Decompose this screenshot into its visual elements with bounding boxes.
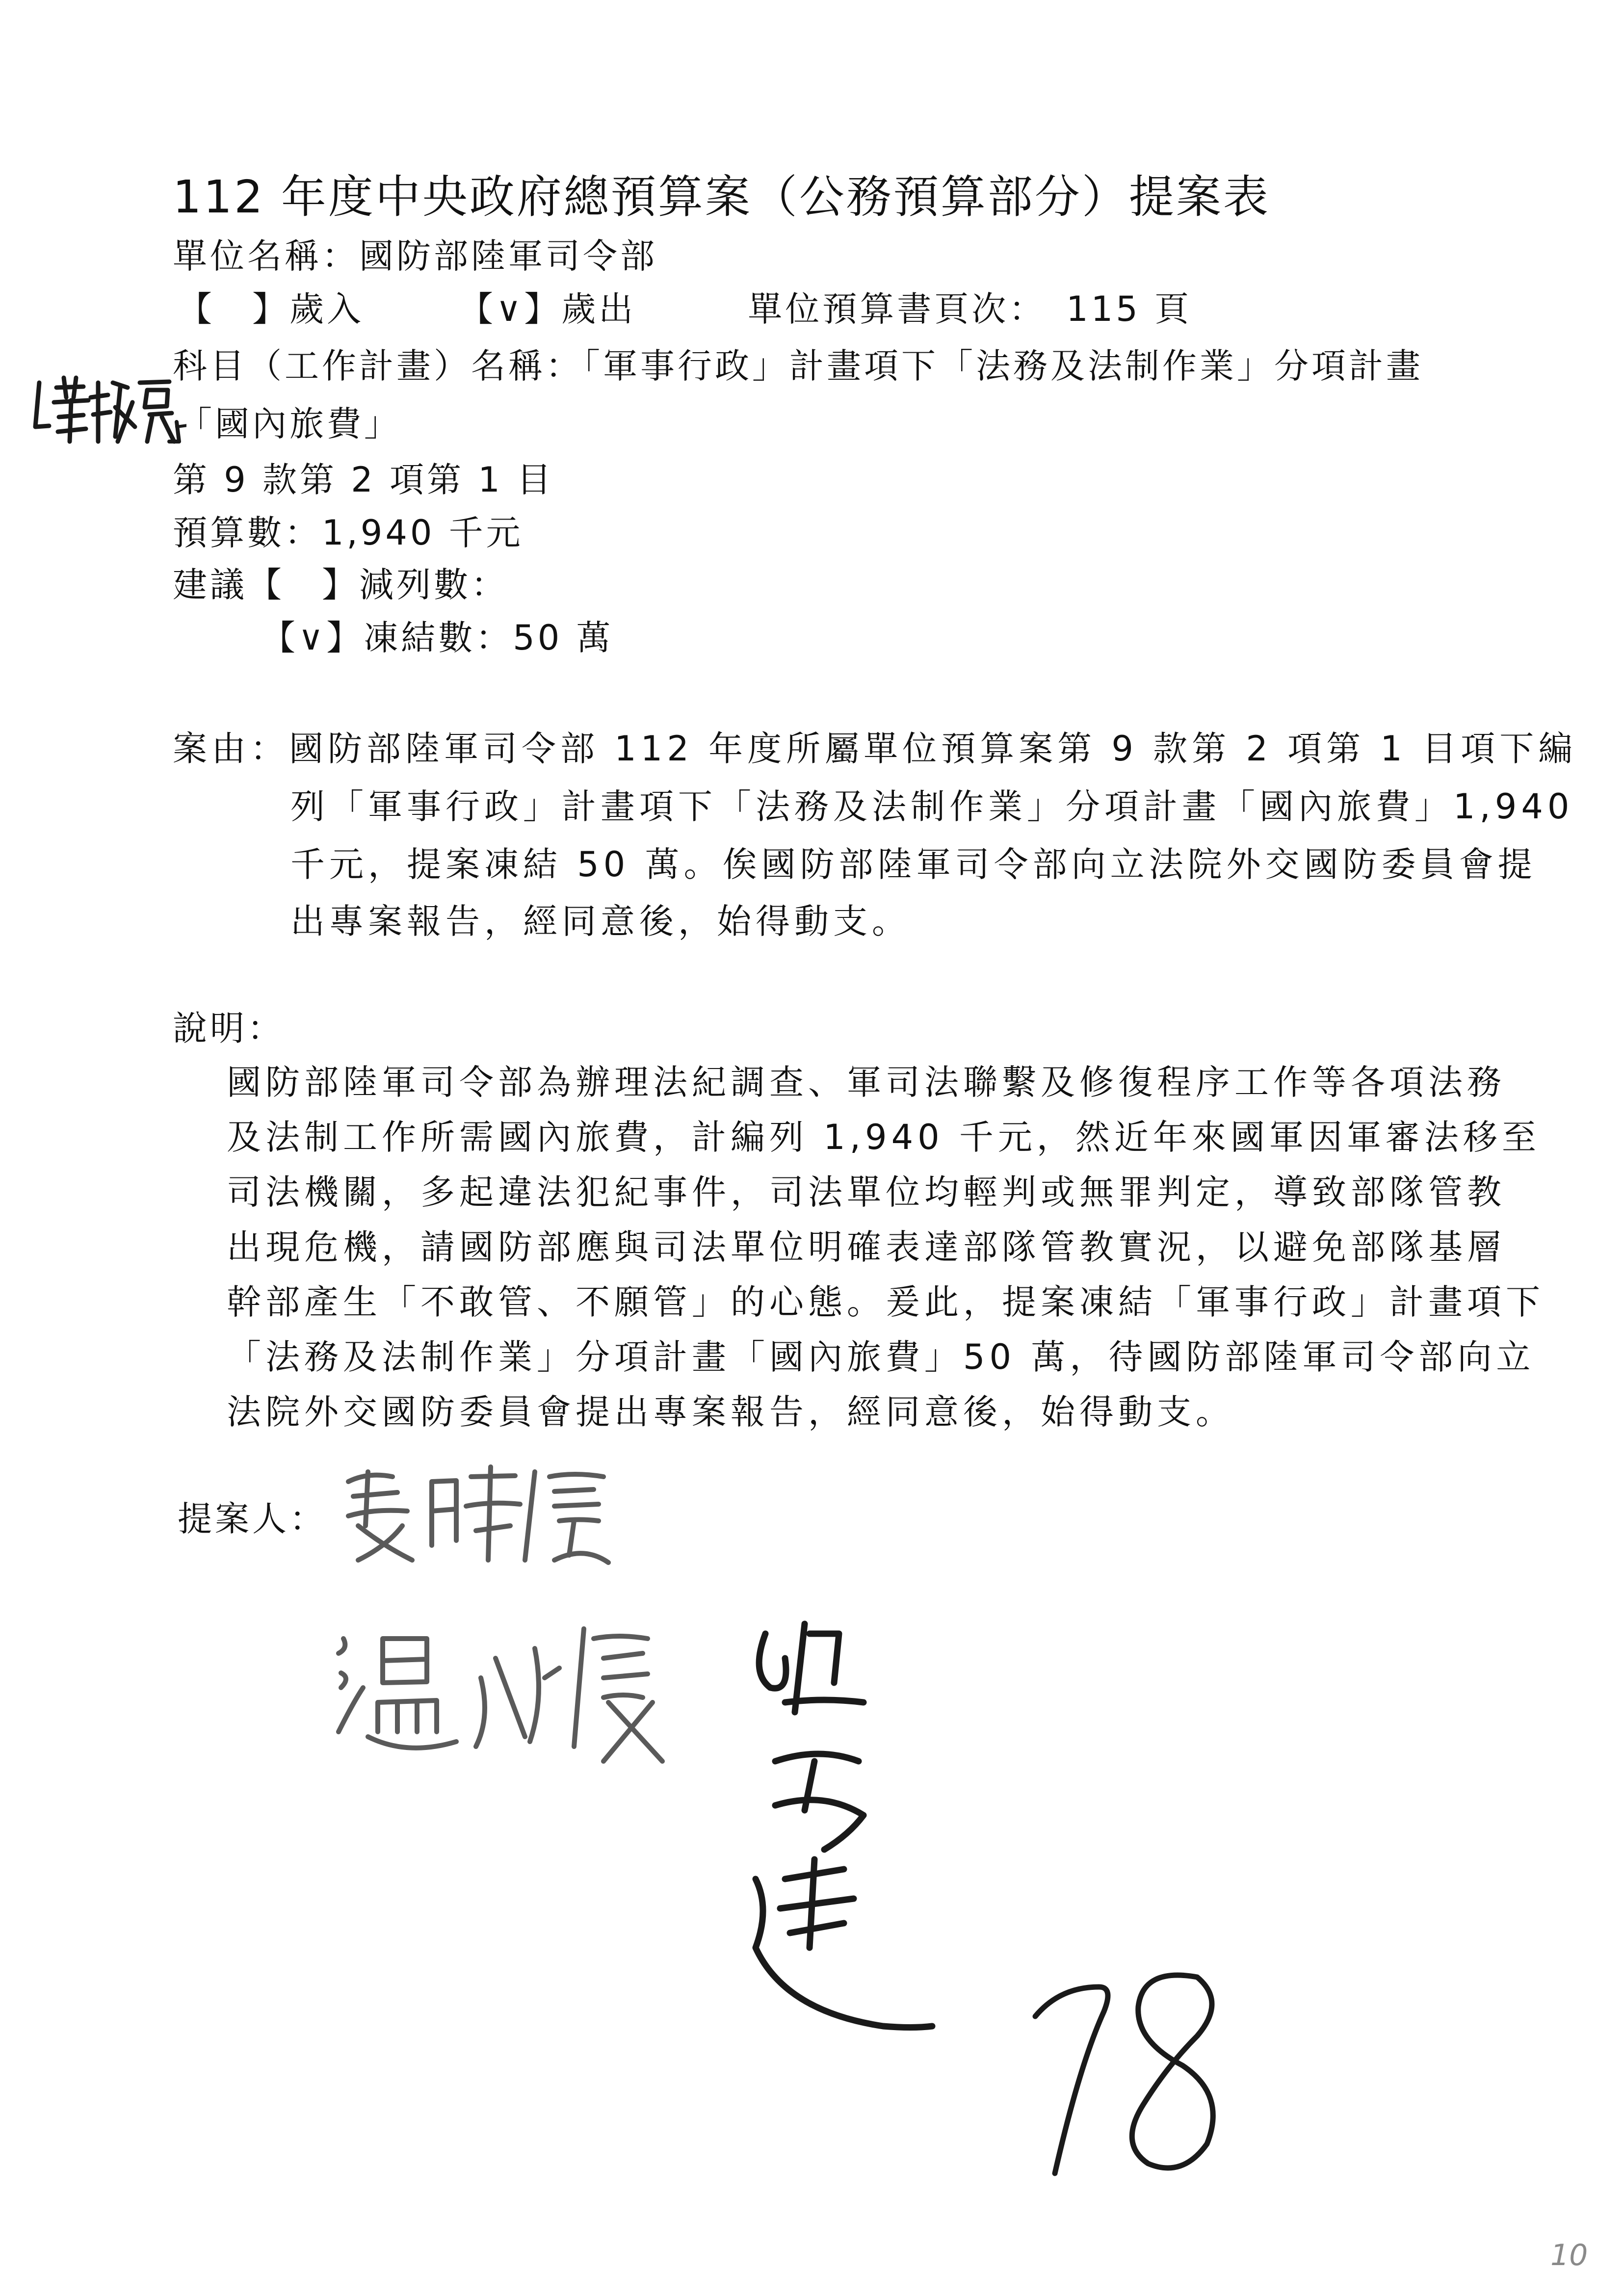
explanation-label: 說明： (173, 1008, 285, 1048)
signature-3 (736, 1604, 942, 2061)
unit-name-line: 單位名稱：國防部陸軍司令部 (173, 236, 657, 276)
handwritten-note-text (59, 402, 61, 403)
signature-1 (339, 1462, 613, 1570)
explanation-line: 幹部產生「不敢管、不願管」的心態。爰此，提案凍結「軍事行政」計畫項下 (227, 1282, 1545, 1322)
handwritten-annotation (29, 368, 186, 451)
budget-line: 預算數：1,940 千元 (173, 513, 524, 553)
document-title: 112 年度中央政府總預算案（公務預算部分）提案表 (173, 171, 1270, 223)
section-line: 第 9 款第 2 項第 1 目 (173, 460, 554, 500)
explanation-line: 及法制工作所需國內旅費，計編列 1,940 千元，然近年來國軍因軍審法移至 (227, 1117, 1541, 1157)
reason-line: 出專案報告，經同意後，始得動支。 (290, 901, 911, 941)
explanation-line: 「法務及法制作業」分項計畫「國內旅費」50 萬，待國防部陸軍司令部向立 (227, 1337, 1535, 1377)
reason-line: 千元，提案凍結 50 萬。俟國防部陸軍司令部向立法院外交國防委員會提 (290, 844, 1537, 885)
explanation-line: 司法機關，多起違法犯紀事件，司法單位均輕判或無罪判定，導致部隊管教 (227, 1172, 1506, 1212)
reason-line: 列「軍事行政」計畫項下「法務及法制作業」分項計畫「國內旅費」1,940 (290, 786, 1574, 827)
reason-line: 案由：國防部陸軍司令部 112 年度所屬單位預算案第 9 款第 2 項第 1 目項下編 (173, 729, 1577, 769)
page-number: 10 (1550, 2238, 1588, 2272)
suggestion-cut-line: 建議【 】減列數： (173, 565, 508, 605)
explanation-line: 國防部陸軍司令部為辦理法紀調查、軍司法聯繫及修復程序工作等各項法務 (227, 1062, 1506, 1102)
subject-line: 科目（工作計畫）名稱：「軍事行政」計畫項下「法務及法制作業」分項計畫 (173, 346, 1423, 386)
category-line: 【 】歲入 【∨】歲出 單位預算書頁次： 115 頁 (178, 289, 1192, 329)
explanation-line: 法院外交國防委員會提出專案報告，經同意後，始得動支。 (227, 1392, 1234, 1432)
subject-item: 「國內旅費」 (178, 404, 401, 444)
signature-2 (329, 1619, 672, 1766)
explanation-line: 出現危機，請國防部應與司法單位明確表達部隊管教實況，以避免部隊基層 (227, 1227, 1506, 1267)
handwritten-number (1021, 1957, 1236, 2183)
proposer-label: 提案人： (178, 1499, 327, 1539)
suggestion-freeze-line: 【∨】凍結數：50 萬 (261, 618, 614, 658)
